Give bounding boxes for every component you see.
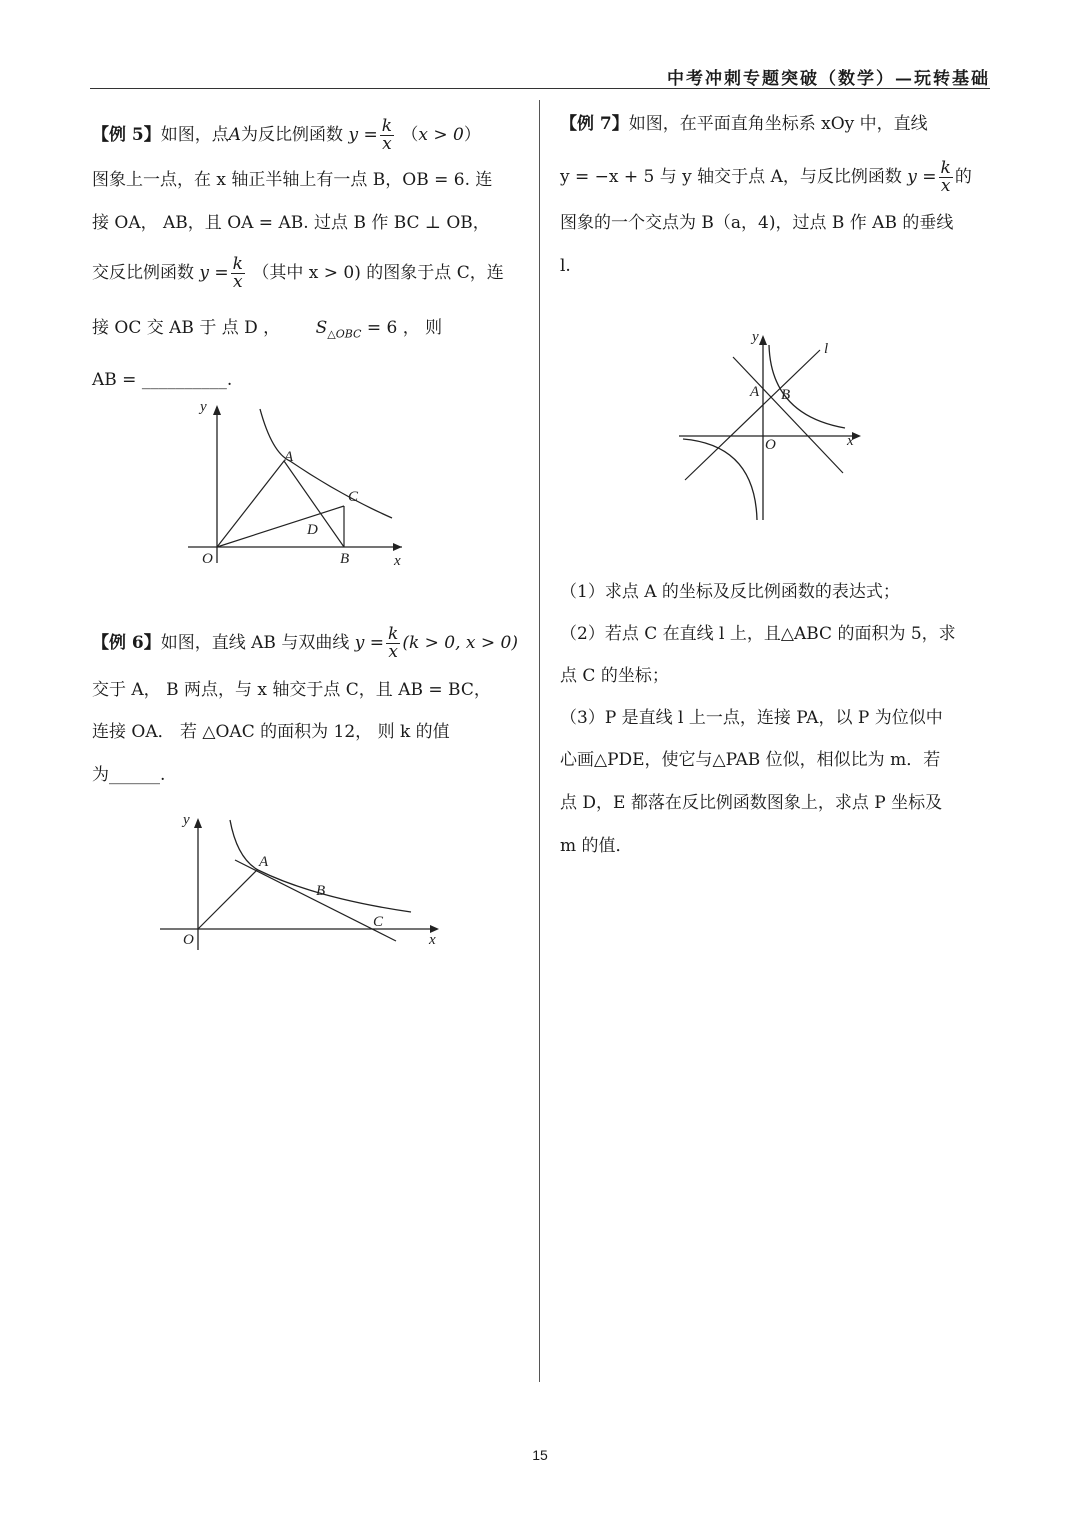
example-6-tag: 【例 6】: [92, 633, 161, 653]
example-7-line-1: [560, 112, 928, 136]
page-number: 15: [532, 1447, 548, 1463]
text: 为反比例函数: [241, 125, 344, 145]
example-6-line-3: 连接 OA． 若 △OAC 的面积为 12， 则 k 的值: [92, 722, 450, 742]
text: 的: [954, 167, 972, 187]
header-rule: [90, 88, 990, 89]
equation-lhs: y =: [907, 167, 937, 187]
column-divider: [539, 100, 540, 1382]
text: （其中 x > 0) 的图象于点 C，连: [252, 263, 504, 283]
fraction-numerator: k: [232, 254, 243, 274]
equation-lhs: y =: [348, 125, 378, 145]
example-5-line-5: [92, 316, 442, 346]
example-5-line-2: 图象上一点，在 x 轴正半轴上有一点 B，OB = 6. 连: [92, 170, 493, 190]
question-3-line-3: 点 D，E 都落在反比例函数图象上，求点 P 坐标及: [560, 793, 943, 813]
fraction-numerator: k: [940, 158, 951, 178]
example-6-line-1: [92, 626, 518, 661]
example-5-line-4: [92, 256, 504, 291]
figure-example-7: [675, 325, 875, 525]
example-7-line-4: l.: [560, 256, 571, 276]
label-c: C: [373, 914, 384, 930]
page-header-title: 中考冲刺专题突破（数学）—玩转基础: [667, 69, 990, 89]
fraction-k-over-x: [939, 160, 953, 195]
segment-oc: [217, 506, 344, 547]
y-axis-arrow: [194, 818, 202, 828]
y-axis-arrow: [759, 335, 767, 345]
area-subscript: △OBC: [327, 327, 362, 341]
question-3-line-4: m 的值．: [560, 836, 633, 856]
equation-lhs: y =: [199, 263, 229, 283]
example-7-line-3: 图象的一个交点为 B（a，4)，过点 B 作 AB 的垂线: [560, 213, 954, 233]
label-a: A: [284, 449, 294, 465]
area-s: S: [315, 318, 328, 338]
label-x: x: [429, 932, 436, 948]
figure-example-5: [180, 395, 420, 575]
segment-oa: [217, 461, 284, 547]
equation-lhs: y =: [354, 633, 384, 653]
fraction-denominator: x: [940, 176, 951, 196]
text: x > 0: [418, 125, 464, 145]
label-y: y: [183, 812, 190, 828]
example-5-line-6: AB = __________.: [92, 370, 233, 390]
example-7-line-2: [560, 160, 972, 195]
example-6-line-4: 为______.: [92, 765, 166, 785]
label-o: O: [765, 437, 776, 453]
fraction-k-over-x: [231, 256, 245, 291]
question-3-line-2: 心画△PDE，使它与△PAB 位似，相似比为 m．若: [560, 750, 941, 770]
segment-oa: [198, 870, 257, 929]
label-c: C: [348, 489, 359, 505]
label-b: B: [781, 387, 791, 403]
fraction-denominator: x: [388, 642, 398, 662]
text: （: [401, 125, 419, 145]
question-2-line-2: 点 C 的坐标；: [560, 666, 669, 686]
text: ）: [463, 125, 481, 145]
label-l: l: [824, 341, 829, 357]
question-1: （1）求点 A 的坐标及反比例函数的表达式；: [560, 582, 900, 602]
question-2-line-1: （2）若点 C 在直线 l 上，且△ABC 的面积为 5，求: [560, 624, 956, 644]
label-x: x: [847, 433, 854, 449]
label-b: B: [340, 551, 350, 567]
label-a: A: [259, 854, 269, 870]
label-b: B: [316, 883, 326, 899]
y-axis-arrow: [213, 405, 221, 415]
label-a: A: [750, 384, 760, 400]
example-5-line-1: [92, 118, 481, 153]
label-o: O: [183, 932, 194, 948]
example-5-line-3: 接 OA， AB，且 OA = AB. 过点 B 作 BC ⊥ OB，: [92, 213, 490, 233]
line-l: [685, 350, 820, 480]
fraction-denominator: x: [233, 272, 243, 292]
line-ab: [733, 357, 843, 473]
text: A: [228, 125, 242, 145]
example-6-line-2: 交于 A， B 两点，与 x 轴交于点 C，且 AB = BC，: [92, 680, 491, 700]
fraction-numerator: k: [388, 624, 399, 644]
x-axis-arrow: [393, 543, 402, 551]
text: (k > 0, x > 0): [402, 633, 519, 653]
example-5-tag: 【例 5】: [92, 125, 161, 145]
text: 交反比例函数: [92, 263, 194, 283]
text: 如图，直线 AB 与双曲线: [160, 633, 350, 653]
question-3-line-1: （3）P 是直线 l 上一点，连接 PA，以 P 为位似中: [560, 708, 943, 728]
label-x: x: [394, 553, 401, 569]
label-y: y: [200, 399, 207, 415]
area-symbol: [315, 318, 362, 341]
hyperbola-branch-2: [683, 439, 757, 520]
example-7-tag: 【例 7】: [560, 114, 629, 134]
label-d: D: [307, 522, 318, 538]
text: = 6 ， 则: [366, 318, 443, 338]
text: 如图，在平面直角坐标系 xOy 中，直线: [628, 114, 928, 134]
fraction-k-over-x: [380, 118, 394, 153]
text: 如图，点: [160, 125, 229, 145]
fraction-k-over-x: [386, 626, 400, 661]
label-y: y: [752, 329, 759, 345]
label-o: O: [202, 551, 213, 567]
hyperbola-curve: [260, 409, 392, 518]
fraction-numerator: k: [381, 116, 393, 136]
text: 接 OC 交 AB 于 点 D ，: [92, 318, 281, 338]
text: y = −x + 5 与 y 轴交于点 A，与反比例函数: [560, 167, 902, 187]
figure-example-6: [155, 808, 445, 958]
fraction-denominator: x: [382, 134, 392, 154]
